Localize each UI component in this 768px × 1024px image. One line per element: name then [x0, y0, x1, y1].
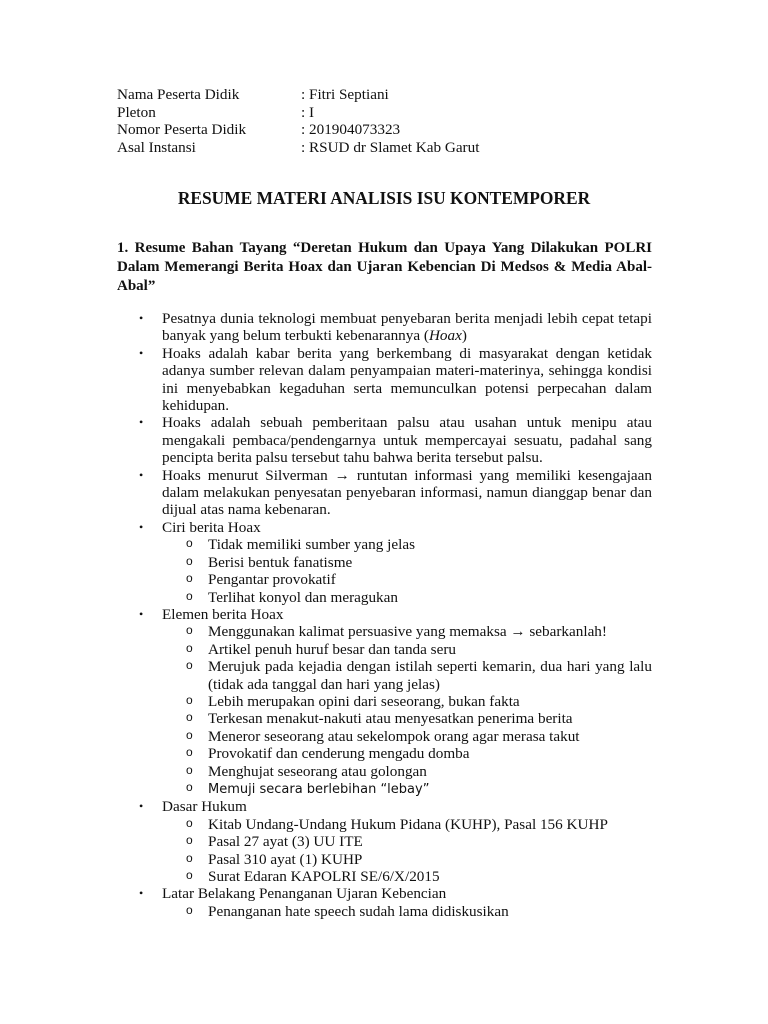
- sub-bullet-icon: o: [186, 850, 193, 865]
- sub-list-item: [117, 851, 652, 868]
- sub-item-text: Pasal 27 ayat (3) UU ITE: [208, 833, 363, 851]
- section-heading: 1. Resume Bahan Tayang “Deretan Hukum dan Upaya Yang Dilakukan POLRI Dalam Memerangi Berita Hoax dan Ujaran Kebencian Di Medsos & Media Abal-Abal”: [117, 240, 652, 294]
- bullet-icon: •: [139, 519, 144, 534]
- sub-bullet-icon: o: [186, 640, 193, 655]
- sub-item-text: Menggunakan kalimat persuasive yang memaksa → sebarkanlah!: [208, 623, 607, 641]
- sub-bullet-icon: o: [186, 868, 193, 882]
- list-item-dasar-hukum: [117, 798, 652, 815]
- sub-bullet-icon: o: [186, 588, 193, 603]
- sub-item-text: Lebih merupakan opini dari seseorang, bukan fakta: [208, 692, 520, 710]
- sub-list-item: [117, 536, 652, 553]
- bullet-icon: •: [139, 345, 144, 360]
- sub-item-text: Berisi bentuk fanatisme: [208, 553, 353, 571]
- sub-item-text: Merujuk pada kejadia dengan istilah seperti kemarin, dua hari yang lalu (tidak ada tanggal dan hari yang jelas): [208, 658, 652, 693]
- sub-item-text: Kitab Undang-Undang Hukum Pidana (KUHP), Pasal 156 KUHP: [208, 815, 608, 833]
- sub-bullet-icon: o: [186, 692, 193, 707]
- sub-list-item: [117, 745, 652, 762]
- sub-list-item: [117, 816, 652, 833]
- bullet-icon: •: [139, 799, 144, 814]
- bullet-icon: •: [139, 467, 144, 482]
- item-emphasis: Hoax: [428, 327, 462, 345]
- sub-bullet-icon: o: [186, 833, 193, 848]
- sub-list-item: [117, 710, 652, 727]
- sub-bullet-icon: o: [186, 658, 193, 673]
- item-label: Latar Belakang Penanganan Ujaran Kebencian: [162, 885, 447, 903]
- sub-bullet-icon: o: [186, 553, 193, 568]
- identity-label: Nama Peserta Didik: [117, 86, 240, 103]
- identity-value: : 201904073323: [301, 121, 401, 138]
- list-item: [117, 467, 652, 519]
- sub-bullet-icon: o: [186, 762, 193, 777]
- sub-list-item: [117, 571, 652, 588]
- list-item-latar-belakang: [117, 885, 652, 902]
- list-item: [117, 345, 652, 415]
- sub-bullet-icon: o: [186, 571, 193, 586]
- sub-bullet-icon: o: [186, 815, 193, 830]
- sub-bullet-icon: o: [186, 623, 193, 638]
- list-item-ciri: [117, 519, 652, 536]
- item-label: Ciri berita Hoax: [162, 518, 261, 536]
- sub-item-text: Pasal 310 ayat (1) KUHP: [208, 850, 363, 868]
- sub-item-text: Memuji secara berlebihan “lebay”: [208, 781, 430, 797]
- identity-label: Nomor Peserta Didik: [117, 121, 247, 138]
- sub-bullet-icon: o: [186, 710, 193, 725]
- sub-list-item: [117, 763, 652, 780]
- sub-list-item: [117, 693, 652, 710]
- sub-item-text: Tidak memiliki sumber yang jelas: [208, 536, 415, 554]
- bullet-icon: •: [139, 886, 144, 901]
- bullet-icon: •: [139, 311, 144, 325]
- item-text: Hoaks adalah sebuah pemberitaan palsu atau usahan untuk menipu atau mengakali pembaca/pendengarnya untuk mempercayai sesuatu, padahal sang pencipta berita palsu tersebut tahu bahwa berita tersebut palsu.: [162, 414, 652, 467]
- identity-label: Asal Instansi: [117, 138, 196, 156]
- identity-value: : RSUD dr Slamet Kab Garut: [301, 138, 480, 156]
- bullet-icon: •: [139, 606, 144, 621]
- list-item: [117, 414, 652, 466]
- sub-list-item: [117, 623, 652, 640]
- sub-item-text: Pengantar provokatif: [208, 571, 336, 589]
- item-label: Elemen berita Hoax: [162, 605, 284, 623]
- item-text: Hoaks adalah kabar berita yang berkembang di masyarakat dengan ketidak adanya sumber relevan dalam penyampaian materi-materinya, sehingga kondisi ini menyebabkan kegaduhan serta memunculkan potensi perpecahan dalam kehidupan.: [162, 344, 652, 415]
- sub-item-text: Surat Edaran KAPOLRI SE/6/X/2015: [208, 868, 440, 885]
- sub-list-item: [117, 554, 652, 571]
- sub-item-text: Artikel penuh huruf besar dan tanda seru: [208, 640, 456, 658]
- sub-list-item: [117, 641, 652, 658]
- sub-item-text: Menghujat seseorang atau golongan: [208, 762, 427, 780]
- identity-label: Pleton: [117, 103, 156, 121]
- sub-list-item: [117, 589, 652, 606]
- sub-list-item: [117, 903, 652, 920]
- sub-item-text: Meneror seseorang atau sekelompok orang agar merasa takut: [208, 727, 580, 745]
- item-text: Pesatnya dunia teknologi membuat penyebaran berita menjadi lebih cepat tetapi banyak yang belum terbukti kebenarannya (: [162, 310, 652, 345]
- list-item: [117, 310, 652, 345]
- sub-item-text: Provokatif dan cenderung mengadu domba: [208, 745, 470, 763]
- item-text-after: ): [461, 327, 467, 345]
- sub-list-item: [117, 868, 652, 885]
- sub-bullet-icon: o: [186, 727, 193, 742]
- item-label: Dasar Hukum: [162, 798, 247, 816]
- sub-bullet-icon: o: [186, 536, 193, 551]
- item-text: Hoaks menurut Silverman → runtutan informasi yang memiliki kesengajaan dalam melakukan penyesatan penyebaran informasi, namun dianggap benar dan dijual atas nama kebenaran.: [162, 466, 652, 519]
- identity-value: : Fitri Septiani: [301, 86, 389, 103]
- sub-bullet-icon: o: [186, 902, 193, 917]
- document-title: RESUME MATERI ANALISIS ISU KONTEMPORER: [177, 188, 591, 208]
- sub-item-text: Terlihat konyol dan meragukan: [208, 588, 398, 606]
- sub-list-item: [117, 780, 652, 798]
- sub-bullet-icon: o: [186, 779, 193, 794]
- sub-item-text: Penanganan hate speech sudah lama didiskusikan: [208, 902, 509, 920]
- sub-list-item: [117, 833, 652, 850]
- sub-list-item: [117, 658, 652, 693]
- sub-list-item: [117, 728, 652, 745]
- bullet-list: [117, 310, 652, 920]
- bullet-icon: •: [139, 415, 144, 430]
- identity-value: : I: [301, 103, 315, 121]
- list-item-elemen: [117, 606, 652, 623]
- sub-item-text: Terkesan menakut-nakuti atau menyesatkan penerima berita: [208, 710, 573, 728]
- sub-bullet-icon: o: [186, 745, 193, 760]
